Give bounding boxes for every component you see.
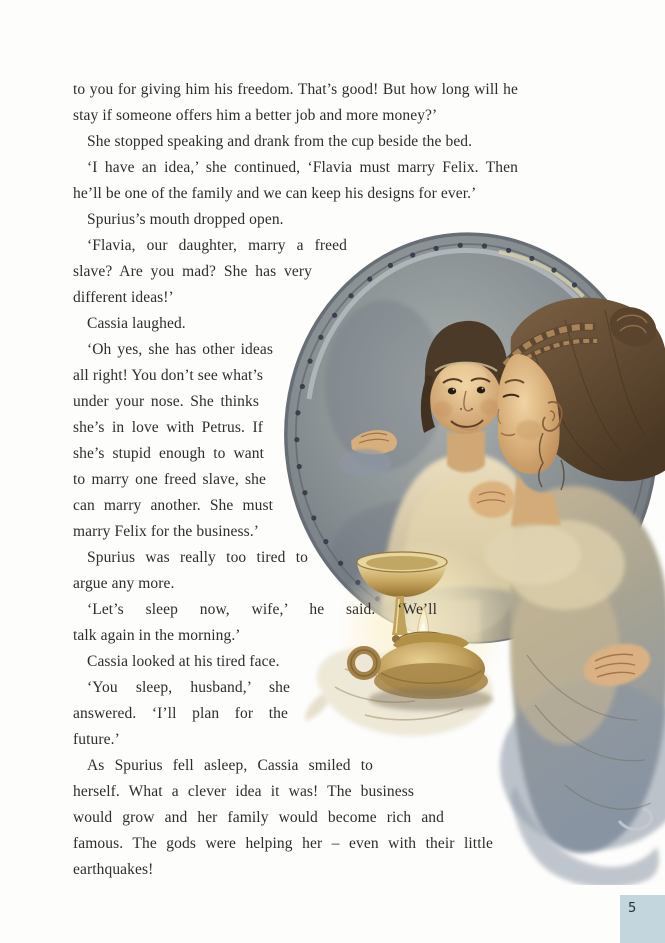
text-line: ‘Oh yes, she has other ideas xyxy=(87,341,273,358)
text-line: She stopped speaking and drank from the cup beside the bed. xyxy=(87,133,473,150)
text-line: she’s stupid enough to want xyxy=(73,445,264,462)
page-number: 5 xyxy=(628,901,637,916)
text-line: would grow and her family would become rich and xyxy=(73,809,444,826)
text-line: ‘Flavia, our daughter, marry a freed xyxy=(87,237,347,254)
text-line: future.’ xyxy=(73,731,120,748)
text-line: all right! You don’t see what’s xyxy=(73,367,263,384)
text-line: different ideas!’ xyxy=(73,289,174,306)
text-line: can marry another. She must xyxy=(73,497,273,514)
text-line: he’ll be one of the family and we can keep his designs for ever.’ xyxy=(73,185,477,202)
page-number-box xyxy=(620,895,665,943)
text-line: marry Felix for the business.’ xyxy=(73,523,259,540)
text-line: stay if someone offers him a better job and more money?’ xyxy=(73,107,438,124)
text-line: As Spurius fell asleep, Cassia smiled to xyxy=(87,757,373,774)
text-line: ‘I have an idea,’ she continued, ‘Flavia must marry Felix. Then xyxy=(87,159,518,176)
text-line: herself. What a clever idea it was! The business xyxy=(73,783,414,800)
text-line: earthquakes! xyxy=(73,861,154,878)
text-line: she’s in love with Petrus. If xyxy=(73,419,263,436)
text-line: argue any more. xyxy=(73,575,175,592)
text-line: ‘You sleep, husband,’ she xyxy=(87,679,290,696)
text-line: famous. The gods were helping her – even with their little xyxy=(73,835,493,852)
text-line: answered. ‘I’ll plan for the xyxy=(73,705,288,722)
text-line: Spurius was really too tired to xyxy=(87,549,308,566)
text-line: to you for giving him his freedom. That’s good! But how long will he xyxy=(73,81,518,98)
text-line: Spurius’s mouth dropped open. xyxy=(87,211,284,228)
text-line: to marry one freed slave, she xyxy=(73,471,266,488)
text-line: Cassia laughed. xyxy=(87,315,186,332)
text-line: ‘Let’s sleep now, wife,’ he said. ‘We’ll xyxy=(87,601,437,618)
text-line: under your nose. She thinks xyxy=(73,393,259,410)
text-line: Cassia looked at his tired face. xyxy=(87,653,280,670)
text-line: slave? Are you mad? She has very xyxy=(73,263,312,280)
text-line: talk again in the morning.’ xyxy=(73,627,241,644)
